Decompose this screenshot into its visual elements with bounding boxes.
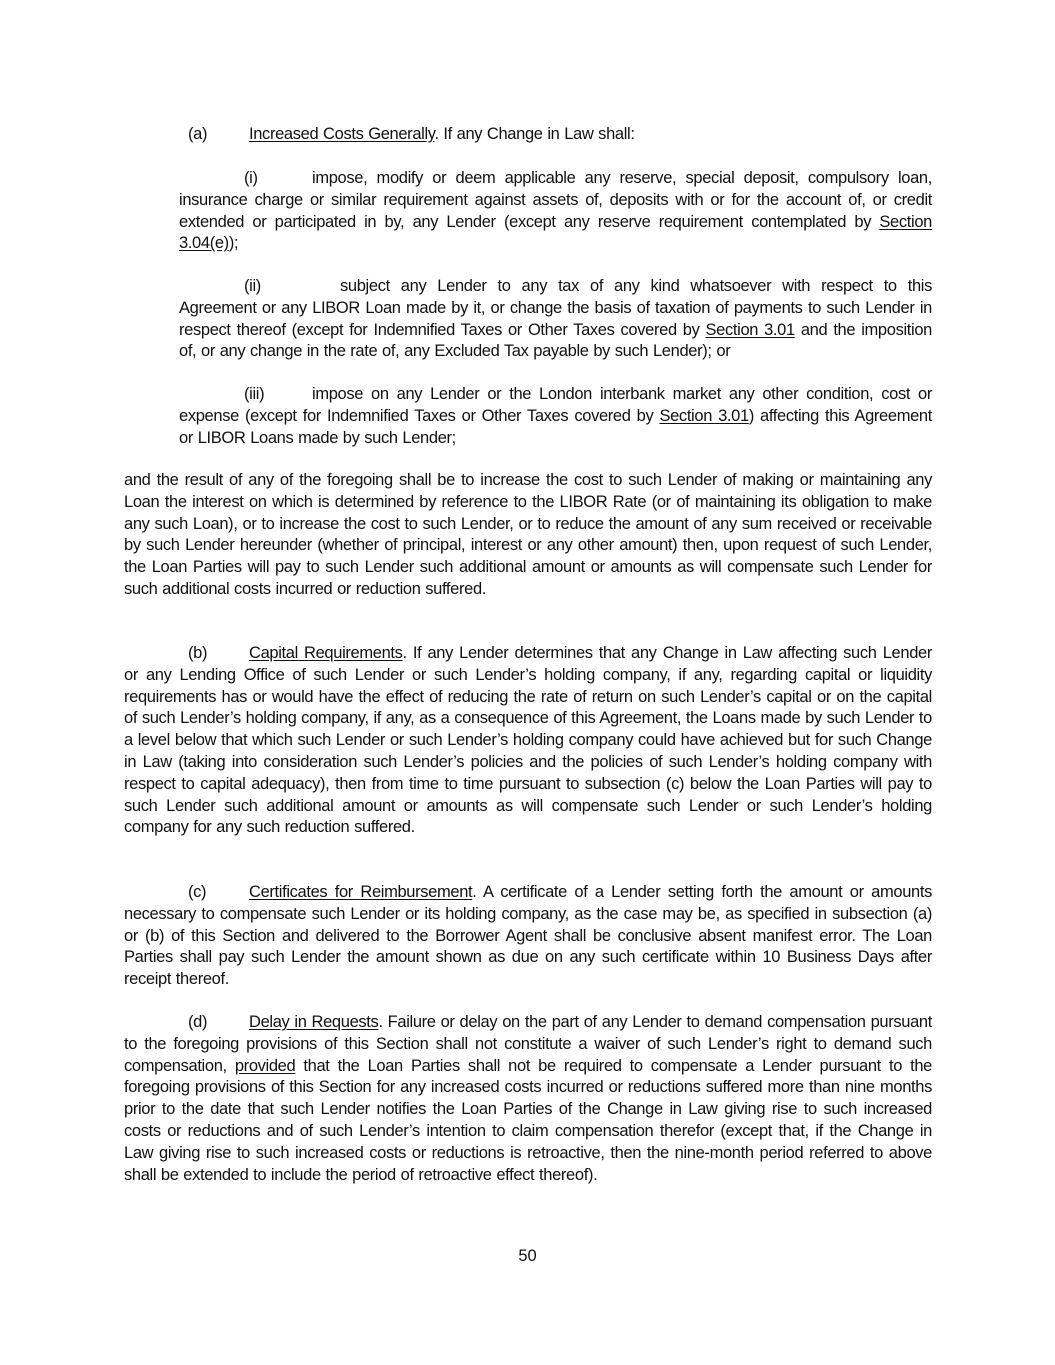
section-c (124, 882, 932, 991)
item-iii-text-2: ) affecting this Agreement or LIBOR Loans made by such Lender; (179, 406, 932, 447)
section-d-provided: provided (234, 1056, 296, 1075)
section-c-text: . A certificate of a Lender setting forth the amount or amounts necessary to compensate such Lender or its holding company, as the case may be, as specified in subsection (a) or (b) of this Section and delivered to the Borrower Agent shall be conclusive absent manifest error. The Loan Parties shall pay such Lender the amount shown as due on any such certificate within 10 Business Days after receipt thereof. (124, 883, 932, 989)
section-b (124, 643, 932, 839)
section-b-label: (b) (188, 644, 208, 662)
section-b-text: . If any Lender determines that any Change in Law affecting such Lender or any Lending Office of such Lender or such Lender’s holding company, if any, regarding capital or liquidity requirements has or would have the effect of reducing the rate of return on such Lender’s capital or on the capital of such Lender’s holding company, if any, as a consequence of this Agreement, the Loans made by such Lender to a level below that which such Lender or such Lender’s holding company could have achieved but for such Change in Law (taking into consideration such Lender’s policies and the policies of such Lender’s holding company with respect to capital adequacy), then from time to time pursuant to subsection (c) below the Loan Parties will pay to such Lender such additional amount or amounts as will compensate such Lender or such Lender’s holding company for any such reduction suffered. (124, 644, 932, 837)
section-a-lead: . If any Change in Law shall: (434, 125, 635, 143)
item-iii-ref: Section 3.01 (659, 406, 749, 425)
section-a-heading (188, 124, 948, 146)
section-d-title: Delay in Requests (249, 1013, 379, 1031)
item-ii-text-1: subject any Lender to any tax of any kind whatsoever with respect to this Agreement or any LIBOR Loan made by it, or change the basis of taxation of payments to such Lender in respect thereof (except for Indemnified Taxes or Other Taxes covered by (179, 277, 932, 339)
item-ii (179, 276, 932, 363)
item-ii-text-2: and the imposition of, or any change in the rate of, any Excluded Tax payable by such Lender); or (179, 320, 932, 361)
item-iii-text-1: impose on any Lender or the London interbank market any other condition, cost or expense (except for Indemnified Taxes or Other Taxes covered by (179, 385, 932, 425)
item-iii (179, 384, 932, 449)
section-c-label: (c) (188, 883, 207, 901)
item-i (179, 168, 932, 255)
section-c-title: Certificates for Reimbursement (249, 883, 473, 901)
result-paragraph: and the result of any of the foregoing shall be to increase the cost to such Lender of making or maintaining any Loan the interest on which is determined by reference to the LIBOR Rate (or of maintaining its obligation to make any such Loan), or to increase the cost to such Lender, or to reduce the amount of any sum received or receivable by such Lender hereunder (whether of principal, interest or any other amount) then, upon request of such Lender, the Loan Parties will pay to such Lender such additional amount or amounts as will compensate such Lender for such additional costs incurred or reduction suffered. (124, 471, 932, 598)
section-d (124, 1012, 932, 1186)
item-iii-label: (iii) (244, 385, 265, 403)
item-i-ref: Section 3.04(e) (179, 212, 932, 253)
section-a-label: (a) (188, 125, 208, 143)
item-i-text-1: impose, modify or deem applicable any reserve, special deposit, compulsory loan, insurance charge or similar requirement against assets of, deposits with or for the account of, or credit extended or participated in by, any Lender (except any reserve requirement contemplated by (179, 169, 932, 231)
section-a-title: Increased Costs Generally (249, 125, 435, 143)
section-d-text-1: . Failure or delay on the part of any Lender to demand compensation pursuant to the foregoing provisions of this Section shall not constitute a waiver of such Lender’s right to demand such compensation, (124, 1013, 932, 1075)
item-i-label: (i) (244, 169, 258, 187)
section-b-title: Capital Requirements (249, 644, 403, 662)
page-number: 50 (518, 1247, 537, 1265)
item-ii-ref: Section 3.01 (705, 320, 795, 339)
section-d-text-2: that the Loan Parties shall not be required to compensate a Lender pursuant to the foregoing provisions of this Section for any increased costs incurred or reductions suffered more than nine months prior to the date that such Lender notifies the Loan Parties of the Change in Law giving rise to such increased costs or reductions and of such Lender’s intention to claim compensation therefor (except that, if the Change in Law giving rise to such increased costs or reductions is retroactive, then the nine-month period referred to above shall be extended to include the period of retroactive effect thereof). (124, 1056, 933, 1184)
item-ii-label: (ii) (244, 277, 261, 295)
section-d-label: (d) (188, 1013, 208, 1031)
item-i-text-2: ); (228, 234, 239, 253)
